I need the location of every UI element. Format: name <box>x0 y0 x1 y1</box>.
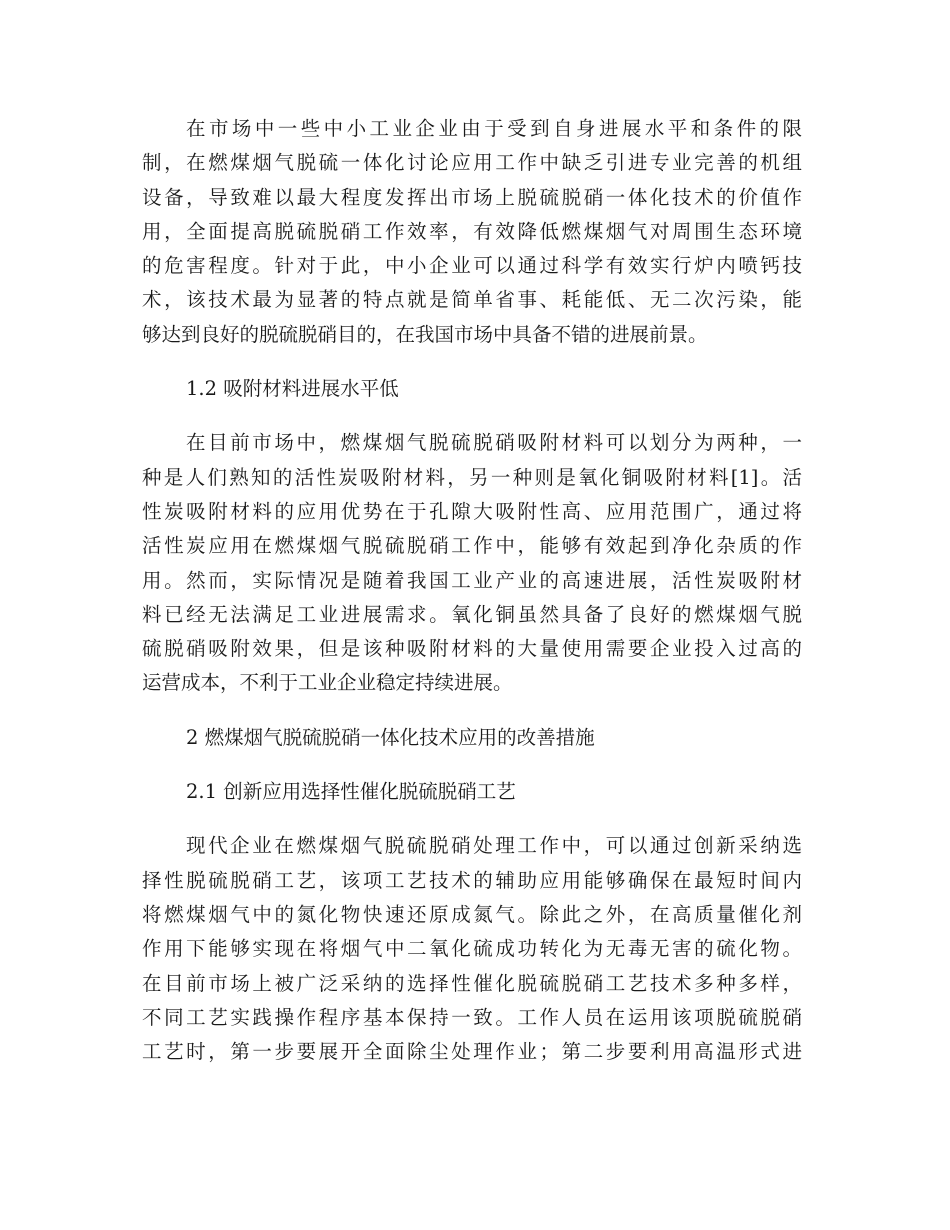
text-line: 不同工艺实践操作程序基本保持一致。工作人员在运用该项脱硫脱硝 <box>142 1005 802 1029</box>
paragraph-3 <box>142 829 802 1069</box>
text-line: 工艺时，第一步要展开全面除尘处理作业；第二步要利用高温形式进 <box>142 1040 802 1064</box>
text-line: 现代企业在燃煤烟气脱硫脱硝处理工作中，可以通过创新采纳选 <box>186 834 802 858</box>
section-heading-1-2 <box>142 372 802 406</box>
text-line: 在目前市场上被广泛采纳的选择性催化脱硫脱硝工艺技术多种多样， <box>142 971 802 995</box>
document-page <box>142 112 802 1069</box>
text-line: 将燃煤烟气中的氮化物快速还原成氮气。除此之外，在高质量催化剂 <box>142 902 802 926</box>
text-line: 用，全面提高脱硫脱硝工作效率，有效降低燃煤烟气对周围生态环境 <box>142 219 802 243</box>
text-line: 料已经无法满足工业进展需求。氧化铜虽然具备了良好的燃煤烟气脱 <box>142 602 802 626</box>
section-heading: 2.1 创新应用选择性催化脱硫脱硝工艺 <box>186 780 516 804</box>
text-line: 择性脱硫脱硝工艺，该项工艺技术的辅助应用能够确保在最短时间内 <box>142 868 802 892</box>
text-line: 设备，导致难以最大程度发挥出市场上脱硫脱硝一体化技术的价值作 <box>142 185 802 209</box>
text-line: 活性炭应用在燃煤烟气脱硫脱硝工作中，能够有效起到净化杂质的作 <box>142 534 802 558</box>
section-heading-2-1 <box>142 775 802 809</box>
text-line: 的危害程度。针对于此，中小企业可以通过科学有效实行炉内喷钙技 <box>142 254 802 278</box>
text-line: 硫脱硝吸附效果，但是该种吸附材料的大量使用需要企业投入过高的 <box>142 637 802 661</box>
text-line: 性炭吸附材料的应用优势在于孔隙大吸附性高、应用范围广，通过将 <box>142 499 802 523</box>
section-heading: 2 燃煤烟气脱硫脱硝一体化技术应用的改善措施 <box>186 725 595 749</box>
section-heading: 1.2 吸附材料进展水平低 <box>186 377 399 401</box>
text-line: 运营成本，不利于工业企业稳定持续进展。 <box>142 671 513 695</box>
text-line: 术，该技术最为显著的特点就是简单省事、耗能低、无二次污染，能 <box>142 288 802 312</box>
paragraph-1 <box>142 112 802 352</box>
text-line: 作用下能够实现在将烟气中二氧化硫成功转化为无毒无害的硫化物。 <box>142 937 802 961</box>
paragraph-2 <box>142 426 802 700</box>
text-line: 用。然而，实际情况是随着我国工业产业的高速进展，活性炭吸附材 <box>142 568 802 592</box>
text-line: 够达到良好的脱硫脱硝目的，在我国市场中具备不错的进展前景。 <box>142 322 708 346</box>
text-line: 在目前市场中，燃煤烟气脱硫脱硝吸附材料可以划分为两种，一 <box>186 431 802 455</box>
text-line: 种是人们熟知的活性炭吸附材料，另一种则是氧化铜吸附材料[1]。活 <box>142 465 802 489</box>
text-line: 在市场中一些中小工业企业由于受到自身进展水平和条件的限 <box>186 117 802 140</box>
text-line: 制，在燃煤烟气脱硫一体化讨论应用工作中缺乏引进专业完善的机组 <box>142 151 802 175</box>
section-heading-2 <box>142 721 802 755</box>
